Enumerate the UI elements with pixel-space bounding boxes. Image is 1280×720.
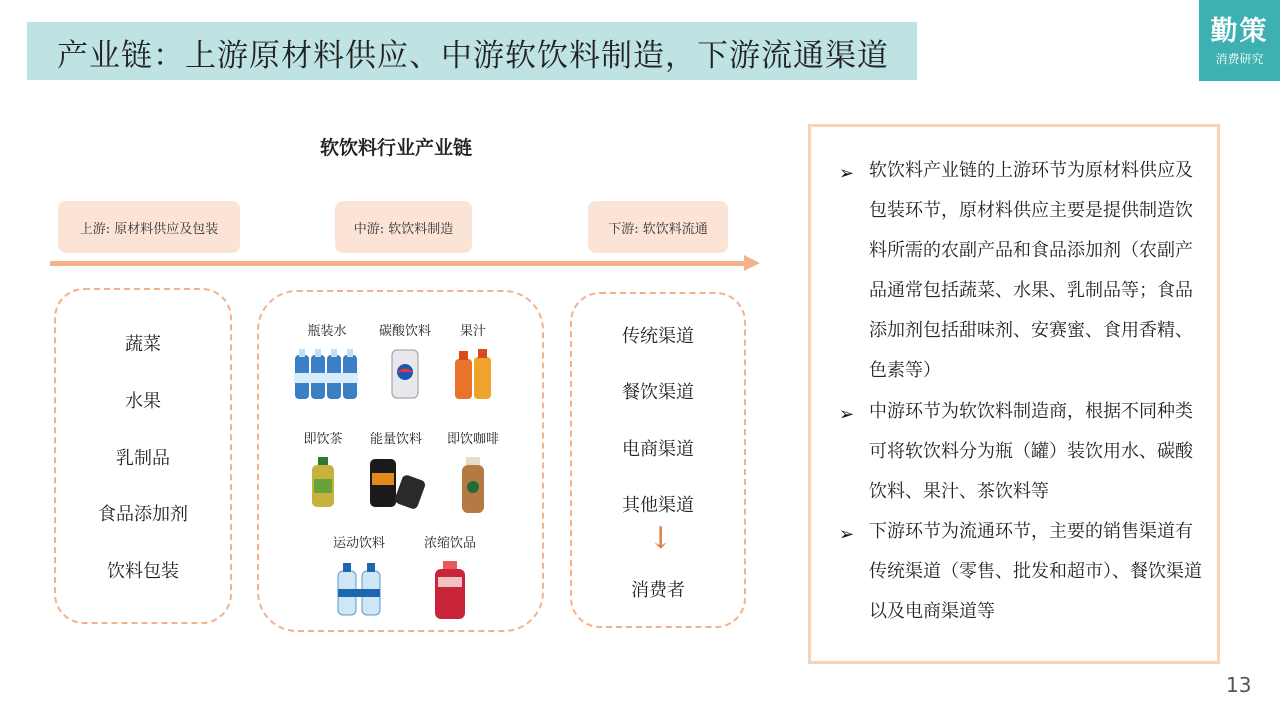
concentrate-bottle-icon xyxy=(432,559,468,621)
downstream-item: 传统渠道 xyxy=(622,326,694,347)
product-label: 浓缩饮品 xyxy=(423,536,476,551)
bullet-arrow-icon: ➢ xyxy=(839,404,855,425)
page-number: 13 xyxy=(1226,673,1252,697)
product-label: 果汁 xyxy=(459,324,486,339)
down-arrow-icon: ↓ xyxy=(648,521,674,556)
consumer-label: 消费者 xyxy=(631,580,685,601)
flow-arrow-line xyxy=(50,261,746,266)
coffee-bottle-icon xyxy=(459,455,487,515)
downstream-item: 其他渠道 xyxy=(622,495,694,516)
bullet-text: 软饮料产业链的上游环节为原材料供应及包装环节，原材料供应主要是提供制造饮料所需的农副产品和食品添加剂（农副产品通常包括蔬菜、水果、乳制品等；食品添加剂包括甜味剂、安赛蜜、食用香精、色素等） xyxy=(869,160,1193,381)
stage-upstream: 上游: 原材料供应及包装 xyxy=(58,201,240,253)
product-label: 运动饮料 xyxy=(332,536,385,551)
upstream-item: 饮料包装 xyxy=(107,561,179,582)
stage-downstream: 下游: 软饮料流通 xyxy=(588,201,728,253)
upstream-item: 乳制品 xyxy=(116,448,170,469)
product-coffee xyxy=(418,428,528,515)
juice-bottles-icon xyxy=(453,347,493,401)
tea-bottle-icon xyxy=(310,455,336,509)
bullet-arrow-icon: ➢ xyxy=(839,163,855,184)
upstream-item: 蔬菜 xyxy=(125,334,161,355)
product-juice xyxy=(418,320,528,401)
logo-main-text: 勤策 xyxy=(1210,16,1269,47)
product-label: 能量饮料 xyxy=(369,432,422,447)
sports-drink-icon xyxy=(334,559,384,617)
page-title: 产业链：上游原材料供应、中游软饮料制造，下游流通渠道 xyxy=(57,38,889,74)
flow-arrow-head xyxy=(744,255,760,271)
bullet-text: 下游环节为流通环节，主要的销售渠道有传统渠道（零售、批发和超市）、餐饮渠道以及电商渠道等 xyxy=(869,521,1202,622)
bullet-arrow-icon: ➢ xyxy=(839,524,855,545)
brand-logo xyxy=(1199,0,1280,81)
product-label: 即饮咖啡 xyxy=(446,432,499,447)
upstream-item: 食品添加剂 xyxy=(98,504,188,525)
chain-title: 软饮料行业产业链 xyxy=(320,137,473,159)
downstream-item: 电商渠道 xyxy=(622,439,694,460)
title-bar xyxy=(27,22,917,80)
product-label: 即饮茶 xyxy=(303,432,343,447)
bullet-text: 中游环节为软饮料制造商，根据不同种类可将软饮料分为瓶（罐）装饮用水、碳酸饮料、果汁、茶饮料等 xyxy=(869,401,1193,502)
product-label: 碳酸饮料 xyxy=(378,324,431,339)
product-concentrate xyxy=(395,532,505,621)
soda-can-icon xyxy=(390,347,420,401)
upstream-item: 水果 xyxy=(125,391,161,412)
downstream-item: 餐饮渠道 xyxy=(622,382,694,403)
stage-midstream: 中游: 软饮料制造 xyxy=(335,201,472,253)
logo-sub-text: 消费研究 xyxy=(1215,52,1264,66)
summary-panel xyxy=(808,124,1220,664)
product-label: 瓶装水 xyxy=(307,324,347,339)
